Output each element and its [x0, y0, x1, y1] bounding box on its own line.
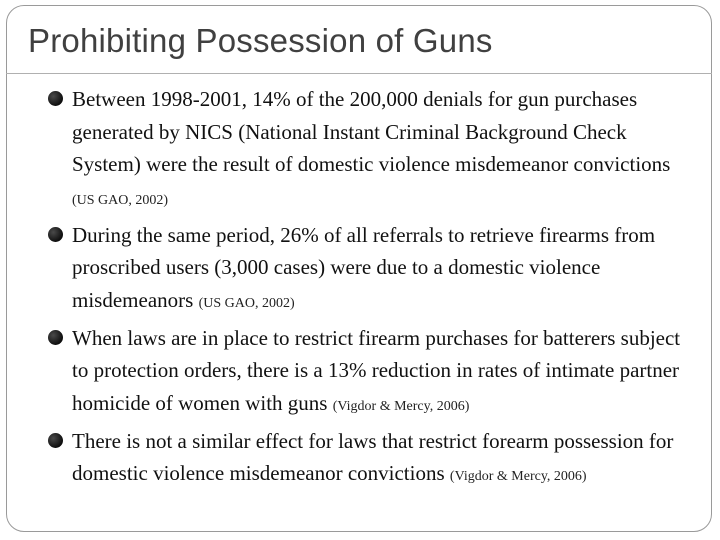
bullet-text: When laws are in place to restrict firearm purchases for batterers subject to protection orders, there is a 13% reduction in rates of intimate partner homicide of women with guns — [72, 325, 681, 415]
bullet-item — [48, 219, 698, 321]
bullet-text: Between 1998-2001, 14% of the 200,000 denials for gun purchases generated by NICS (National Instant Criminal Background Check System) were the result of domestic violence misdemeanor convictions — [72, 87, 671, 176]
bullet-dot-icon — [48, 227, 63, 242]
bullet-citation: (Vigdor & Mercy, 2006) — [449, 469, 587, 484]
bullet-dot-icon — [48, 91, 63, 106]
bullet-item — [48, 83, 698, 217]
bullet-text: During the same period, 26% of all referrals to retrieve firearms from proscribed users (3,000 cases) were due to a domestic violence misdemeanors — [72, 222, 656, 312]
bullet-dot-icon — [48, 433, 63, 448]
bullet-text: There is not a similar effect for laws that restrict forearm possession for domestic violence misdemeanor convictions — [72, 428, 674, 485]
bullet-citation: (US GAO, 2002) — [198, 295, 295, 311]
bullet-item — [48, 322, 698, 424]
title-divider — [6, 73, 712, 74]
bullet-dot-icon — [48, 330, 63, 345]
bullet-list — [48, 83, 698, 495]
bullet-citation: (US GAO, 2002) — [72, 192, 169, 208]
slide-title: Prohibiting Possession of Guns — [28, 22, 493, 59]
bullet-item — [48, 425, 698, 494]
bullet-citation: (Vigdor & Mercy, 2006) — [332, 398, 470, 414]
